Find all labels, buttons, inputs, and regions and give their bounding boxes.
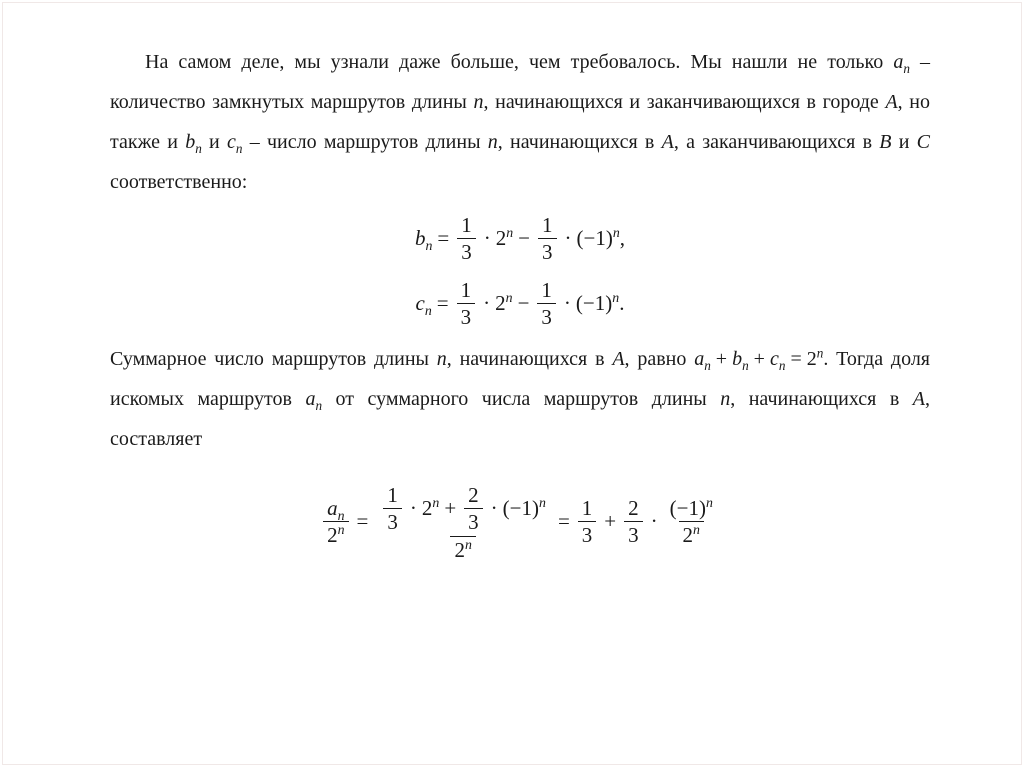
math-fraction: $\frac{1}{3}$ <box>538 212 557 265</box>
math-operator: · <box>409 496 417 521</box>
math-variable: $a_n$ <box>893 51 910 76</box>
math-variable: C <box>916 131 931 153</box>
math-variable: $c_n$ <box>415 291 432 319</box>
math-power: $(-1)^n$ <box>575 290 620 316</box>
math-operator: = <box>356 509 369 534</box>
math-variable: $b_n$ <box>414 226 433 254</box>
math-fraction: $\frac{1}{3}$ <box>578 495 597 548</box>
math-operator: + <box>715 347 728 370</box>
math-fraction <box>376 481 550 563</box>
math-power: $(-1)^n$ <box>576 225 620 251</box>
math-variable: $c_n$ <box>226 131 243 156</box>
text-run: , составляет <box>110 387 930 450</box>
text-run: . <box>619 291 625 316</box>
math-operator: · <box>650 509 658 534</box>
math-fraction: $\frac{1}{3}$ <box>383 482 402 535</box>
math-fraction: $\frac{2}{3}$ <box>624 495 643 548</box>
text-run: , начинающихся и заканчивающихся в городе <box>483 91 886 113</box>
math-operator: − <box>517 291 530 316</box>
math-power: 2$^n$ <box>421 495 440 521</box>
math-power: 2$^n$ <box>327 522 345 548</box>
math-fraction <box>666 495 717 548</box>
math-variable: $a_n$ <box>305 387 323 413</box>
math-variable: $b_n$ <box>185 131 202 156</box>
slide-content <box>110 42 930 563</box>
math-fraction <box>323 495 348 548</box>
text-run: , начинающихся в <box>446 347 613 370</box>
math-operator: + <box>444 496 457 521</box>
math-operator: · <box>483 226 491 251</box>
math-variable: A <box>912 387 925 410</box>
text-run: , начинающихся в <box>497 131 662 153</box>
math-operator: + <box>753 347 765 370</box>
math-variable: $b_n$ <box>732 347 749 373</box>
math-power: $(-1)^n$ <box>669 495 713 521</box>
text-run: , равно <box>624 347 695 370</box>
math-operator: − <box>518 226 531 251</box>
text-run: Суммарное число маршрутов длины <box>110 347 437 370</box>
math-operator: = <box>557 509 570 534</box>
math-operator: + <box>604 509 617 534</box>
formula-block-ratio <box>110 481 930 563</box>
math-variable: $c_n$ <box>769 347 786 373</box>
text-run: соответственно: <box>110 171 248 193</box>
math-operator: = <box>436 291 449 316</box>
math-variable: A <box>612 347 625 370</box>
formula-bn <box>415 212 625 265</box>
text-run: – количество замкнутых маршрутов длины <box>110 51 931 113</box>
math-power: 2$^n$ <box>454 536 472 562</box>
math-fraction: $\frac{2}{3}$ <box>464 482 483 535</box>
text-run: , <box>619 226 626 251</box>
math-operator: · <box>490 496 498 521</box>
math-fraction: $\frac{1}{3}$ <box>537 277 556 330</box>
math-operator: = <box>790 347 802 370</box>
math-variable: B <box>879 131 892 153</box>
text-run: . Тогда доля искомых маршрутов <box>110 347 930 410</box>
formula-ratio <box>320 481 720 563</box>
math-variable: n <box>436 347 447 370</box>
math-variable: A <box>661 131 674 153</box>
math-operator: = <box>437 226 450 251</box>
text-run: и <box>201 131 227 153</box>
math-operator: · <box>483 291 491 316</box>
formula-block-bn-cn <box>110 212 930 331</box>
math-variable: n <box>487 131 498 153</box>
text-run: , а заканчивающихся в <box>673 131 880 153</box>
math-fraction: $\frac{1}{3}$ <box>457 277 476 330</box>
text-run: от суммарного числа маршрутов длины <box>322 387 721 410</box>
math-operator: · <box>563 291 571 316</box>
math-variable: $a_n$ <box>694 347 711 373</box>
math-variable: $a_n$ <box>327 496 345 524</box>
math-power: $(-1)^n$ <box>502 495 546 521</box>
math-power: 2$^n$ <box>495 225 514 251</box>
math-power: 2$^n$ <box>682 522 700 548</box>
paragraph-intro <box>110 42 930 202</box>
formula-cn <box>416 277 625 330</box>
math-power: 2$^n$ <box>806 344 824 370</box>
math-variable: n <box>720 387 731 410</box>
math-power: 2$^n$ <box>495 290 513 316</box>
text-run: и <box>891 131 917 153</box>
text-run: – число маршрутов длины <box>242 131 488 153</box>
text-run: , но также и <box>110 91 930 153</box>
text-run: , начинающихся в <box>730 387 913 410</box>
paragraph-sum <box>110 339 930 459</box>
text-run: На самом деле, мы узнали даже больше, чем требовалось. Мы нашли не только <box>145 51 894 73</box>
math-operator: · <box>564 226 572 251</box>
math-variable: A <box>885 91 898 113</box>
math-fraction: $\frac{1}{3}$ <box>457 212 476 265</box>
math-variable: n <box>473 91 484 113</box>
